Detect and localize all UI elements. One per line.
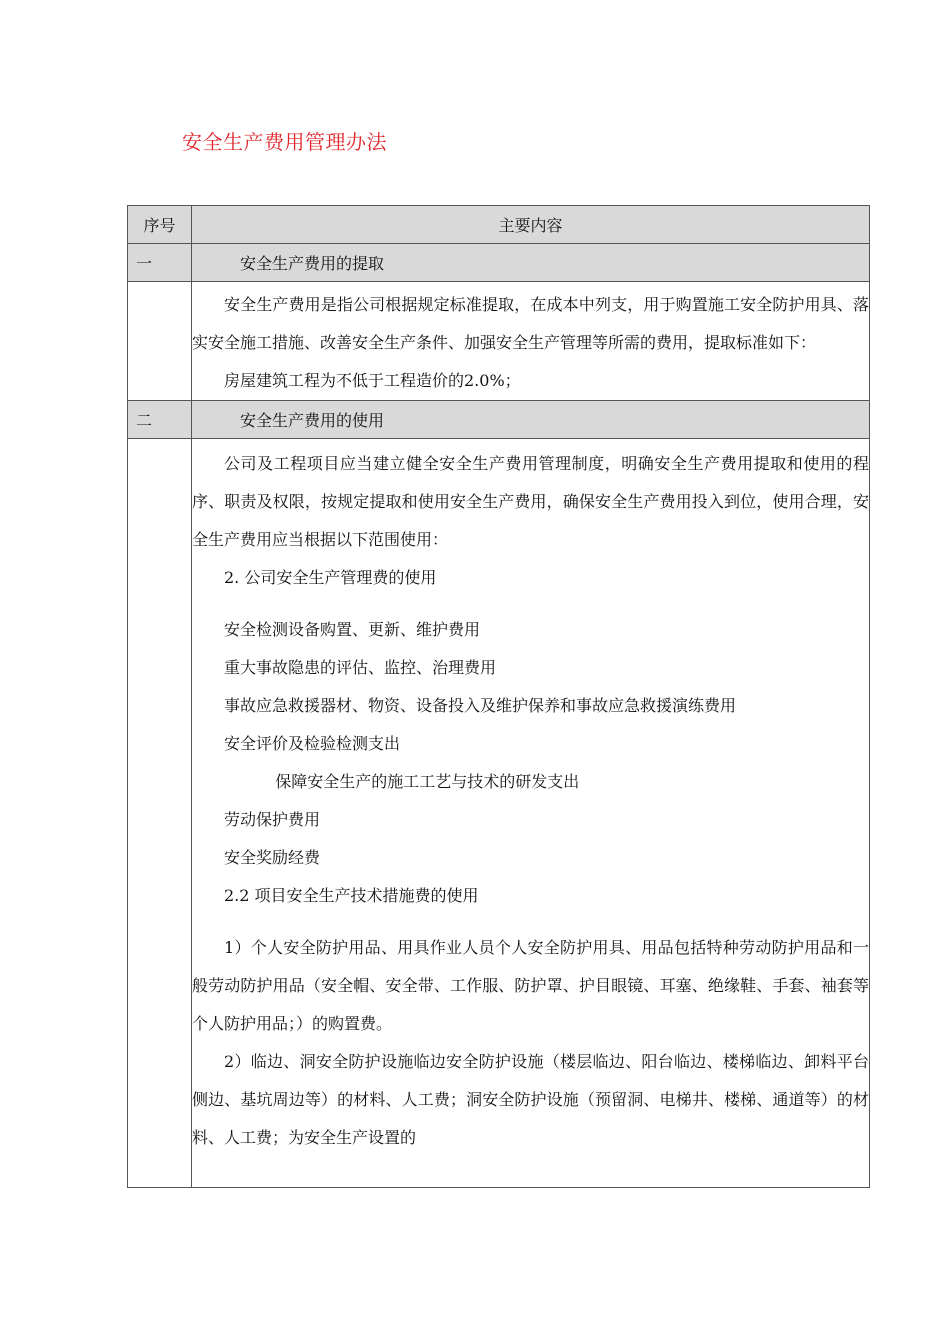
paragraph: 公司及工程项目应当建立健全安全生产费用管理制度，明确安全生产费用提取和使用的程序、职责及权限，按规定提取和使用安全生产费用，确保安全生产费用投入到位，使用合理，安全生产费用应当根据以下范围使用： [192, 454, 869, 549]
subheading: 2.2 项目安全生产技术措施费的使用 [224, 886, 479, 905]
document-title: 安全生产费用管理办法 [182, 130, 387, 154]
section-body [192, 282, 870, 401]
section-body-row-2 [128, 439, 870, 1188]
paragraph: 2. 公司安全生产管理费的使用 [224, 568, 437, 587]
paragraph: 房屋建筑工程为不低于工程造价的2.0%； [224, 371, 521, 390]
list-item: 安全检测设备购置、更新、维护费用 [224, 620, 481, 639]
header-num: 序号 [128, 206, 192, 244]
section-num: 二 [128, 401, 192, 439]
list-item: 安全评价及检验检测支出 [224, 734, 401, 753]
table-header-row [128, 206, 870, 244]
section-body-row-1 [128, 282, 870, 401]
list-item: 保障安全生产的施工工艺与技术的研发支出 [275, 772, 580, 791]
section-row-2 [128, 401, 870, 439]
list-item: 重大事故隐患的评估、监控、治理费用 [224, 658, 497, 677]
list-item: 事故应急救援器材、物资、设备投入及维护保养和事故应急救援演练费用 [224, 696, 737, 715]
paragraph: 安全生产费用是指公司根据规定标准提取，在成本中列支，用于购置施工安全防护用具、落实安全施工措施、改善安全生产条件、加强安全生产管理等所需的费用，提取标准如下： [192, 295, 869, 352]
list-item: 安全奖励经费 [224, 848, 321, 867]
section-body [192, 439, 870, 1188]
section-row-1 [128, 244, 870, 282]
paragraph: 1）个人安全防护用品、用具作业人员个人安全防护用具、用品包括特种劳动防护用品和一般劳动防护用品（安全帽、安全带、工作服、防护罩、护目眼镜、耳塞、绝缘鞋、手套、袖套等个人防护用品；）的购置费。 [192, 938, 869, 1033]
content-table [127, 205, 870, 1188]
paragraph: 2）临边、洞安全防护设施临边安全防护设施（楼层临边、阳台临边、楼梯临边、卸料平台侧边、基坑周边等）的材料、人工费；洞安全防护设施（预留洞、电梯井、楼梯、通道等）的材料、人工费；为安全生产设置的 [192, 1052, 869, 1147]
section-heading: 安全生产费用的使用 [192, 401, 870, 439]
header-main: 主要内容 [192, 206, 870, 244]
section-num: 一 [128, 244, 192, 282]
list-item: 劳动保护费用 [224, 810, 321, 829]
section-heading: 安全生产费用的提取 [192, 244, 870, 282]
